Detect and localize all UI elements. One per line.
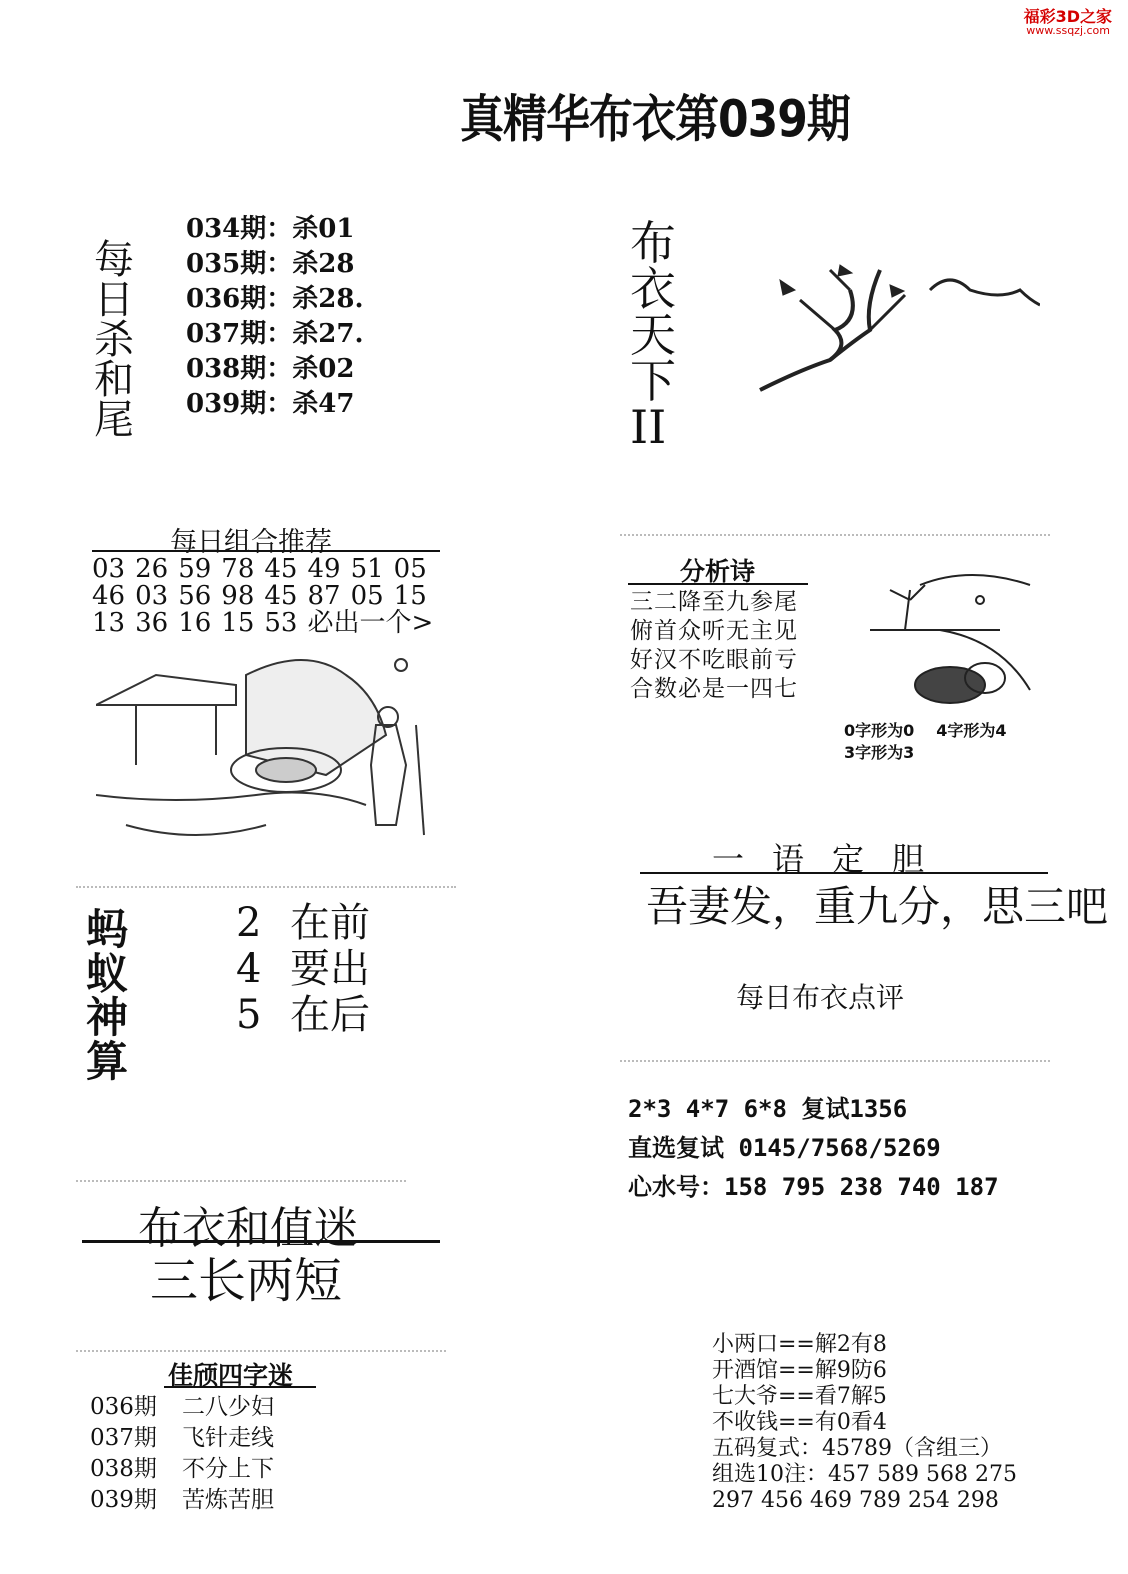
poem-line: 合数必是一四七 bbox=[630, 676, 798, 702]
combo-number: 53 bbox=[264, 608, 298, 638]
combo-number: 45 bbox=[264, 581, 298, 611]
daily-review-title: 每日布衣点评 bbox=[736, 981, 905, 1014]
ant-top-divider bbox=[76, 886, 456, 888]
ant-text: 在前 bbox=[290, 900, 370, 946]
combo-row bbox=[92, 556, 443, 583]
period-label: 037期 bbox=[90, 1425, 157, 1451]
recommend-line: 心水号：158 795 238 740 187 bbox=[628, 1173, 999, 1201]
daily-combo-title: 每日组合推荐 bbox=[170, 527, 332, 558]
ant-line bbox=[236, 900, 370, 946]
review-divider bbox=[620, 1060, 1050, 1062]
combo-number: 49 bbox=[307, 554, 341, 584]
daily-kill-heading-char: 日 bbox=[94, 277, 134, 323]
combo-number: 03 bbox=[135, 581, 169, 611]
poem-line: 好汉不吃眼前亏 bbox=[630, 647, 798, 673]
list-item: 开酒馆==解9防6 bbox=[712, 1358, 887, 1383]
combo-number: 78 bbox=[221, 554, 255, 584]
list-item bbox=[90, 1485, 274, 1516]
four-char-list bbox=[90, 1392, 274, 1516]
combo-number: 59 bbox=[178, 554, 212, 584]
riddle-answer: 三长两短 bbox=[150, 1253, 343, 1309]
shape-note: 3字形为3 bbox=[844, 743, 915, 762]
ant-heading-char: 蚁 bbox=[86, 949, 129, 999]
ant-num: 2 bbox=[236, 900, 262, 946]
four-char-top-divider bbox=[76, 1350, 446, 1352]
list-item: 组选10注：457 589 568 275 bbox=[712, 1462, 1017, 1487]
poem-line: 三二降至九参尾 bbox=[630, 589, 798, 615]
buyi-heading-char: 下 bbox=[630, 354, 676, 408]
daily-kill-heading-char: 尾 bbox=[94, 397, 134, 443]
recommend-lines bbox=[628, 1090, 999, 1207]
combo-number: 05 bbox=[393, 554, 427, 584]
yiyu-title: 一语定胆 bbox=[712, 840, 953, 878]
ant-heading-char: 神 bbox=[86, 993, 129, 1043]
buyi-heading-char: II bbox=[630, 400, 667, 454]
ant-text: 要出 bbox=[290, 946, 370, 992]
list-item: 038期：杀02 bbox=[186, 354, 355, 384]
four-char-divider bbox=[164, 1386, 316, 1388]
daily-kill-heading-char: 每 bbox=[94, 237, 134, 283]
page-title: 真精华布衣第039期 bbox=[460, 90, 850, 150]
ant-line bbox=[236, 992, 370, 1038]
riddle-text: 飞针走线 bbox=[182, 1425, 274, 1451]
poem-top-divider bbox=[620, 534, 1050, 536]
ant-heading-char: 算 bbox=[86, 1037, 129, 1087]
poem-line: 俯首众听无主见 bbox=[630, 618, 798, 644]
period-label: 036期 bbox=[90, 1394, 157, 1420]
ant-lines bbox=[236, 900, 370, 1038]
recommend-line: 2*3 4*7 6*8 复试1356 bbox=[628, 1095, 908, 1123]
shape-note: 4字形为4 bbox=[936, 721, 1007, 740]
period-label: 039期 bbox=[90, 1487, 157, 1513]
daily-kill-heading-char: 杀 bbox=[94, 317, 134, 363]
combo-number: 46 bbox=[92, 581, 126, 611]
watermark-site-name: 福彩3D之家 bbox=[1023, 7, 1112, 26]
ant-heading-char: 蚂 bbox=[86, 905, 129, 954]
buyi-heading-char: 天 bbox=[630, 308, 676, 362]
daily-kill-heading bbox=[94, 237, 134, 443]
riddle-text: 苦炼苦胆 bbox=[182, 1487, 274, 1513]
combo-number: 87 bbox=[307, 581, 341, 611]
combo-number: 16 bbox=[178, 608, 212, 638]
combo-row bbox=[92, 583, 443, 610]
combo-number: 98 bbox=[221, 581, 255, 611]
ant-heading bbox=[86, 905, 129, 1087]
landscape-sketch-illustration bbox=[96, 645, 436, 855]
daily-combo-rows bbox=[92, 556, 443, 637]
list-item bbox=[90, 1423, 274, 1454]
buyi-heading-char: 衣 bbox=[630, 262, 676, 316]
combo-number: 13 bbox=[92, 608, 126, 638]
ant-line bbox=[236, 946, 370, 992]
poem-title: 分析诗 bbox=[680, 557, 756, 586]
ant-num: 5 bbox=[236, 992, 262, 1038]
poem-divider bbox=[628, 583, 808, 585]
riddle-text: 二八少妇 bbox=[182, 1394, 274, 1420]
combo-number: 15 bbox=[393, 581, 427, 611]
period-label: 038期 bbox=[90, 1456, 157, 1482]
combo-number: 56 bbox=[178, 581, 212, 611]
combo-note: 必出一个> bbox=[307, 608, 434, 638]
four-char-title: 佳颀四字迷 bbox=[168, 1361, 294, 1390]
combo-row bbox=[92, 610, 443, 637]
right-bottom-list bbox=[712, 1332, 1017, 1514]
ant-text: 在后 bbox=[290, 992, 370, 1038]
riddle-title: 布衣和值迷 bbox=[138, 1203, 358, 1254]
riddle-top-divider bbox=[76, 1180, 406, 1182]
combo-number: 05 bbox=[350, 581, 384, 611]
daily-combo-divider bbox=[92, 550, 440, 552]
ant-num: 4 bbox=[236, 946, 262, 992]
buyi-tianxia-heading bbox=[630, 216, 676, 454]
buyi-heading-char: 布 bbox=[630, 216, 676, 270]
list-item: 五码复式：45789（含组三） bbox=[712, 1436, 1002, 1461]
list-item bbox=[90, 1392, 274, 1423]
daily-kill-heading-char: 和 bbox=[94, 357, 134, 403]
poem-lines bbox=[630, 588, 798, 704]
list-item: 034期：杀01 bbox=[186, 214, 355, 244]
yiyu-text: 吾妻发，重九分，思三吧 bbox=[646, 882, 1109, 931]
hill-sketch-illustration bbox=[850, 560, 1040, 710]
list-item: 七大爷==看7解5 bbox=[712, 1384, 887, 1409]
riddle-text: 不分上下 bbox=[182, 1456, 274, 1482]
list-item: 297 456 469 789 254 298 bbox=[712, 1488, 999, 1513]
watermark-url: www.ssqzj.com bbox=[1026, 24, 1110, 37]
daily-kill-list bbox=[186, 212, 364, 422]
list-item bbox=[90, 1454, 274, 1485]
combo-number: 36 bbox=[135, 608, 169, 638]
list-item: 037期：杀27. bbox=[186, 319, 364, 349]
list-item: 035期：杀28 bbox=[186, 249, 355, 279]
list-item: 不收钱==有0看4 bbox=[712, 1410, 887, 1435]
shape-note-row bbox=[844, 720, 1029, 742]
shape-notes bbox=[844, 720, 1029, 764]
list-item: 039期：杀47 bbox=[186, 389, 355, 419]
tree-sketch-illustration bbox=[740, 250, 1040, 400]
shape-note: 0字形为0 bbox=[844, 721, 915, 740]
combo-number: 45 bbox=[264, 554, 298, 584]
combo-number: 03 bbox=[92, 554, 126, 584]
list-item: 036期：杀28. bbox=[186, 284, 364, 314]
list-item: 小两口==解2有8 bbox=[712, 1332, 887, 1357]
recommend-line: 直选复试 0145/7568/5269 bbox=[628, 1134, 941, 1162]
combo-number: 51 bbox=[350, 554, 384, 584]
combo-number: 26 bbox=[135, 554, 169, 584]
combo-number: 15 bbox=[221, 608, 255, 638]
